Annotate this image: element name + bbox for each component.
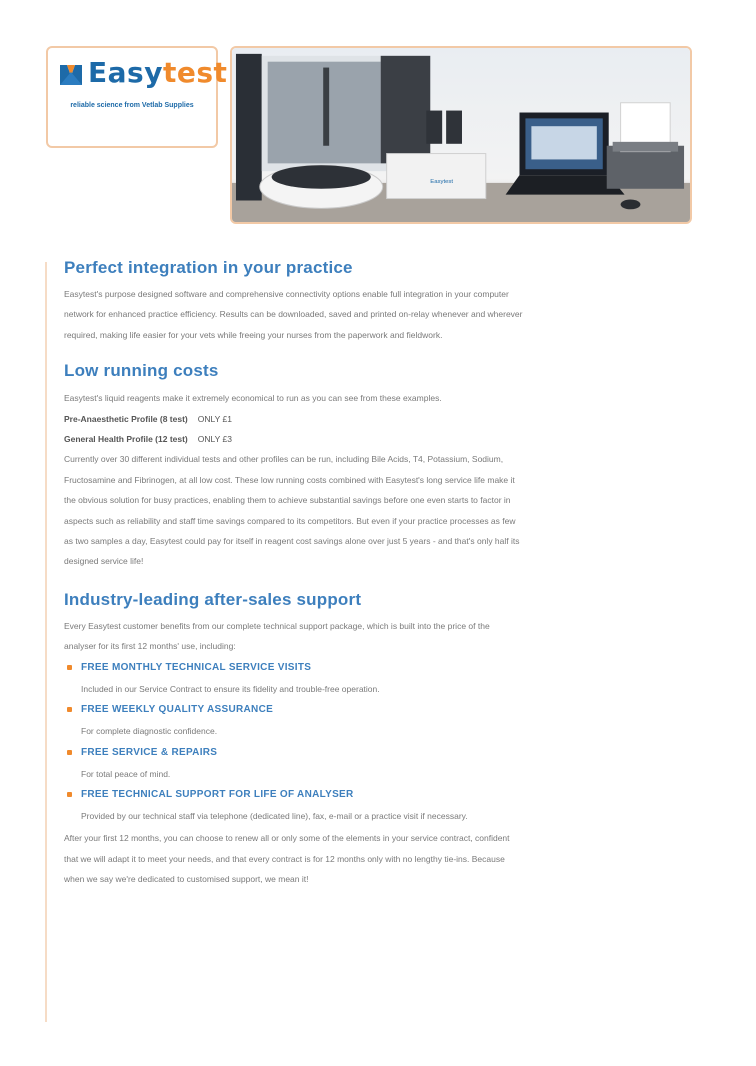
- left-accent-rule: [45, 262, 47, 1022]
- logo-wordmark: Easytest: [88, 56, 228, 89]
- list-item: [64, 742, 524, 784]
- svg-text:Easytest: Easytest: [430, 178, 454, 185]
- profile-name: General Health Profile (12 test): [64, 434, 188, 445]
- section-closing: After your first 12 months, you can choose to renew all or only some of the elements in your service contract, confident that we will adapt it to meet your needs, and that every contract is for 12 months only with no lengthy tie-ins. Because when we say we're dedicated to customised support, we mean it!: [64, 833, 510, 885]
- analyser-setup-photo: [232, 48, 690, 222]
- section-heading: Perfect integration in your practice: [64, 258, 353, 277]
- list-item: [64, 657, 524, 699]
- profile-name: Pre-Anaesthetic Profile (8 test): [64, 413, 188, 424]
- profile-row: [64, 429, 524, 449]
- bullet-icon: [67, 707, 72, 712]
- bullet-desc: For complete diagnostic confidence.: [81, 726, 218, 737]
- easytest-logo-icon: [58, 62, 84, 88]
- section-integration: [64, 258, 524, 345]
- bullet-desc: Included in our Service Contract to ensure its fidelity and trouble-free operation.: [81, 683, 380, 694]
- list-item: [64, 784, 524, 826]
- bullet-title: FREE TECHNICAL SUPPORT FOR LIFE OF ANALYSER: [81, 788, 354, 800]
- bullet-icon: [67, 792, 72, 797]
- section-after-sales: [64, 590, 524, 890]
- section-body: Currently over 30 different individual tests and other profiles can be run, including Bile Acids, T4, Potassium, Sodium, Fructosamine and Fibrinogen, at all low cost. These low running costs combined with Easytest's long service life make it the obvious solution for busy practices, enabling them to achieve substantial savings before one even starts to factor in aspects such as reliability and staff time savings compared to its competitors. But even if your practice processes as few as two samples a day, Easytest could pay for itself in reagent cost savings alone over just 5 years - and that's only half its designed service life!: [64, 454, 520, 567]
- logo-tagline: reliable science from Vetlab Supplies: [70, 102, 194, 109]
- bullet-icon: [67, 750, 72, 755]
- section-running-costs: [64, 361, 524, 572]
- profile-row: [64, 409, 524, 429]
- section-intro: Every Easytest customer benefits from our complete technical support package, which is built into the price of the analyser for its first 12 months' use, including:: [64, 620, 490, 652]
- section-body: Easytest's purpose designed software and comprehensive connectivity options enable full integration in your computer network for enhanced practice efficiency. Results can be downloaded, saved and printed on-relay whenever and wherever required, making life easier for your vets while freeing your nurses from the paperwork and fieldwork.: [64, 289, 523, 340]
- main-content: [64, 258, 524, 890]
- list-item: [64, 699, 524, 741]
- product-photo: [230, 46, 692, 224]
- section-intro: Easytest's liquid reagents make it extremely economical to run as you can see from these examples.: [64, 393, 442, 404]
- logo-box: [46, 46, 228, 148]
- section-heading: Low running costs: [64, 361, 219, 381]
- bullet-icon: [67, 665, 72, 670]
- bullet-desc: Provided by our technical staff via telephone (dedicated line), fax, e-mail or a practice visit if necessary.: [81, 810, 468, 821]
- support-list: [64, 657, 524, 827]
- bullet-desc: For total peace of mind.: [81, 768, 171, 779]
- profile-price: ONLY £3: [197, 434, 232, 445]
- bullet-title: FREE SERVICE & REPAIRS: [81, 746, 218, 758]
- bullet-title: FREE MONTHLY TECHNICAL SERVICE VISITS: [81, 661, 312, 673]
- profile-price: ONLY £1: [197, 413, 232, 424]
- section-heading: Industry-leading after-sales support: [64, 589, 362, 609]
- bullet-title: FREE WEEKLY QUALITY ASSURANCE: [81, 704, 274, 716]
